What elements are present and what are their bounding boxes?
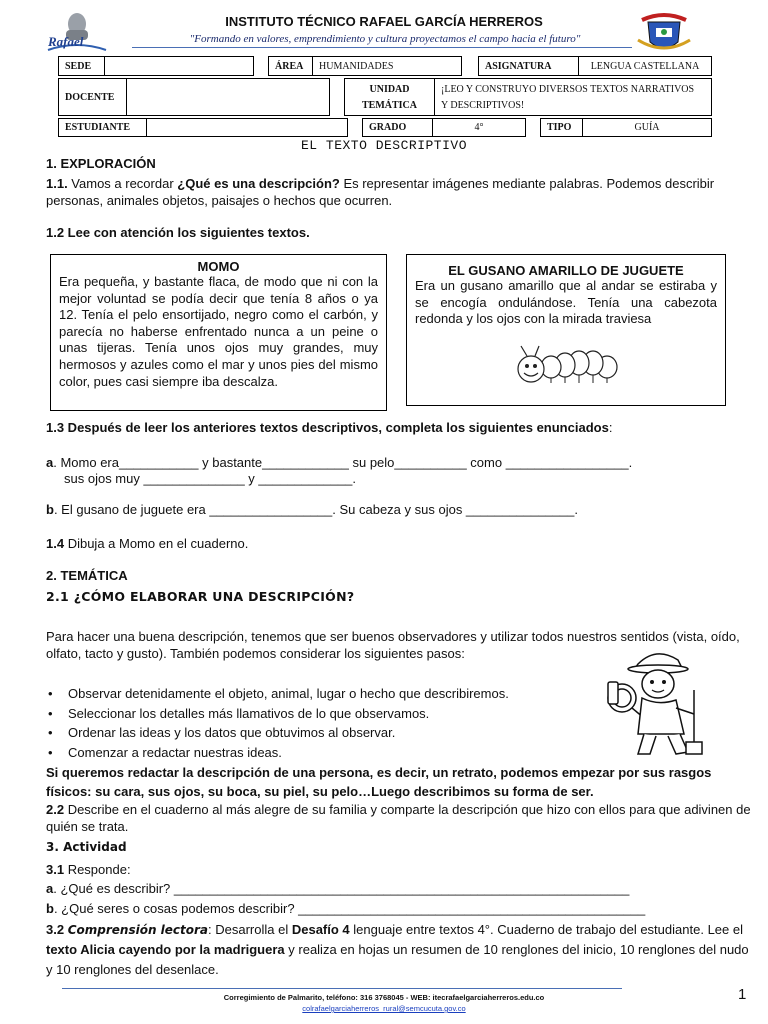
question-b-text: . ¿Qué seres o cosas podemos describir? ________________________________________________ (53, 901, 646, 916)
motto-underline (132, 47, 632, 48)
section-2-1-heading: 2.1 ¿CÓMO ELABORAR UNA DESCRIPCIÓN? (46, 589, 355, 604)
unidad-label-line2: TEMÁTICA (361, 99, 417, 111)
p22-number: 2.2 (46, 802, 65, 817)
paragraph-1-4 (46, 535, 248, 552)
logo-left-text: Rafael (48, 34, 84, 49)
asignatura-value: LENGUA CASTELLANA (578, 56, 712, 76)
page-number: 1 (738, 986, 747, 1003)
paragraph-1-3 (46, 419, 736, 436)
unidad-value-line2: Y DESCRIPTIVOS! (441, 99, 525, 111)
tipo-label: TIPO (540, 118, 582, 137)
gusano-box-title: EL GUSANO AMARILLO DE JUGUETE (448, 263, 684, 278)
p11-text-a: Vamos a recordar (67, 176, 178, 191)
p32-text-c: Lee el (707, 922, 743, 937)
question-a (46, 880, 746, 897)
question-a-text: . ¿Qué es describir? _______________________________________________________________ (53, 881, 630, 896)
estudiante-field[interactable] (146, 118, 348, 137)
paragraph-3-2 (46, 920, 752, 980)
p14-number: 1.4 (46, 536, 65, 551)
institution-motto: "Formando en valores, emprendimiento y cultura proyectamos el campo hacia el futuro" (189, 33, 581, 45)
gusano-text-box (406, 254, 726, 406)
section-1-heading: 1. EXPLORACIÓN (46, 156, 156, 171)
unidad-label-line1: UNIDAD (369, 83, 410, 95)
p32-label: Comprensión lectora (67, 923, 209, 937)
fill-a-line2: sus ojos muy ______________ y _____________. (64, 471, 357, 486)
p22-text: Describe en el cuaderno al más alegre de su familia y comparte la descripción que hizo con ellos para que adivinen de quién se trata. (46, 802, 751, 834)
institution-name: INSTITUTO TÉCNICO RAFAEL GARCÍA HERREROS (225, 14, 543, 29)
paragraph-1-1 (46, 175, 726, 209)
fill-a-label: a (46, 455, 54, 470)
docente-field[interactable] (126, 78, 330, 116)
docente-label: DOCENTE (58, 78, 126, 116)
grado-value: 4° (432, 118, 526, 137)
step-item: • Ordenar las ideas y los datos que obtuvimos al observar. (46, 723, 606, 743)
unidad-tematica-label (344, 78, 434, 116)
section-2-intro: Para hacer una buena descripción, tenemos que ser buenos observadores y utilizar todos nuestros sentidos (vista, oído, olfato, tacto y gusto). También podemos considerar los siguientes pasos: (46, 629, 740, 661)
estudiante-label: ESTUDIANTE (58, 118, 146, 137)
question-b (46, 900, 746, 917)
p13-colon: : (608, 420, 613, 435)
paragraph-2-2 (46, 801, 752, 835)
momo-box-title: MOMO (197, 259, 240, 274)
area-label: ÁREA (268, 56, 312, 76)
p32-text-b: lenguaje entre textos 4°. Cuaderno de trabajo del estudiante. (349, 922, 704, 937)
steps-list (46, 684, 606, 762)
p32-desafio: Desafío 4 (291, 922, 350, 937)
p11-number: 1.1. (46, 176, 68, 191)
paragraph-3-1 (46, 861, 131, 878)
gusano-box-text: Era un gusano amarillo que al andar se estiraba y se encogía ondulándose. Tenía una cabezota redonda y los ojos con la mirada traviesa (415, 278, 717, 327)
question-a-label: a (46, 881, 54, 896)
school-crest-icon (634, 12, 694, 56)
momo-box-text: Era pequeña, y bastante flaca, de modo que ni con la mejor voluntad se podía decir que tenía 8 años o ya 12. Tenía el pelo ensortijado, negro como el carbón, y parecía no haberse enfrentado nunca a un peine o unas tijeras. Tenía unos ojos muy grandes, muy hermosos y azules como el mar y unos pies del mismo color, pues casi siempre iba descalza. (59, 274, 378, 389)
tipo-value: GUÍA (582, 118, 712, 137)
footer-divider (62, 988, 622, 989)
step-item: • Seleccionar los detalles más llamativos de lo que observamos. (46, 704, 606, 724)
p13-bold-text: 1.3 Después de leer los anteriores textos descriptivos, completa los siguientes enunciados (46, 420, 609, 435)
fill-b-text: . El gusano de juguete era _________________. Su cabeza y sus ojos _______________. (53, 502, 578, 517)
retrato-paragraph: Si queremos redactar la descripción de una persona, es decir, un retrato, podemos empezar por sus rasgos físicos: su cara, sus ojos, su boca, su piel, su pelo…Luego describimos su forma de ser. (46, 765, 712, 799)
fill-a-text: . Momo era___________ y bastante____________ su pelo__________ como _________________. (53, 455, 633, 470)
footer-address: Corregimiento de Palmarito, teléfono: 316 3768045 - WEB: itecrafaelgarciaherreros.edu.co (223, 993, 545, 1002)
p32-text-a: : Desarrolla el (208, 922, 292, 937)
fill-b-line (46, 501, 746, 518)
asignatura-label: ASIGNATURA (478, 56, 578, 76)
sede-field[interactable] (104, 56, 254, 76)
step-item: • Observar detenidamente el objeto, animal, lugar o hecho que describiremos. (46, 684, 606, 704)
unidad-tematica-value (434, 78, 712, 116)
sede-label: SEDE (58, 56, 104, 76)
p31-number: 3.1 (46, 862, 65, 877)
p11-text-b: Es representar imágenes mediante palabras. Podemos describir personas, animales objetos, paisajes o hechos que ocurren. (46, 176, 715, 208)
p31-text: Responde: (64, 862, 131, 877)
caterpillar-illustration-icon (507, 343, 627, 393)
area-value: HUMANIDADES (312, 56, 462, 76)
section-3-heading: 3. Actividad (46, 840, 127, 854)
question-b-label: b (46, 901, 54, 916)
fill-a-line1 (46, 454, 746, 471)
step-item: • Comenzar a redactar nuestras ideas. (46, 743, 606, 763)
footer-email-link[interactable]: colrafaelgarciaherreros_rural@semcucuta.gov.co (302, 1004, 466, 1013)
section-2-heading: 2. TEMÁTICA (46, 568, 128, 583)
fill-b-label: b (46, 502, 54, 517)
p32-number: 3.2 (46, 922, 65, 937)
unidad-value-line1: ¡LEO Y CONSTRUYO DIVERSOS TEXTOS NARRATIVOS (441, 83, 695, 95)
paragraph-1-2: 1.2 Lee con atención los siguientes textos. (46, 225, 310, 240)
p11-question: ¿Qué es una descripción? (177, 176, 340, 191)
momo-text-box (50, 254, 387, 411)
grado-label: GRADO (362, 118, 432, 137)
p14-text: Dibuja a Momo en el cuaderno. (64, 536, 249, 551)
p32-alicia: texto Alicia cayendo por la madriguera (46, 942, 285, 957)
explorer-illustration-icon (598, 642, 718, 760)
document-title: EL TEXTO DESCRIPTIVO (300, 138, 468, 153)
p32-text-d: y realiza en hojas un resumen de 10 renglones del inicio, 10 renglones del nudo y 10 renglones del desenlace. (46, 942, 749, 977)
